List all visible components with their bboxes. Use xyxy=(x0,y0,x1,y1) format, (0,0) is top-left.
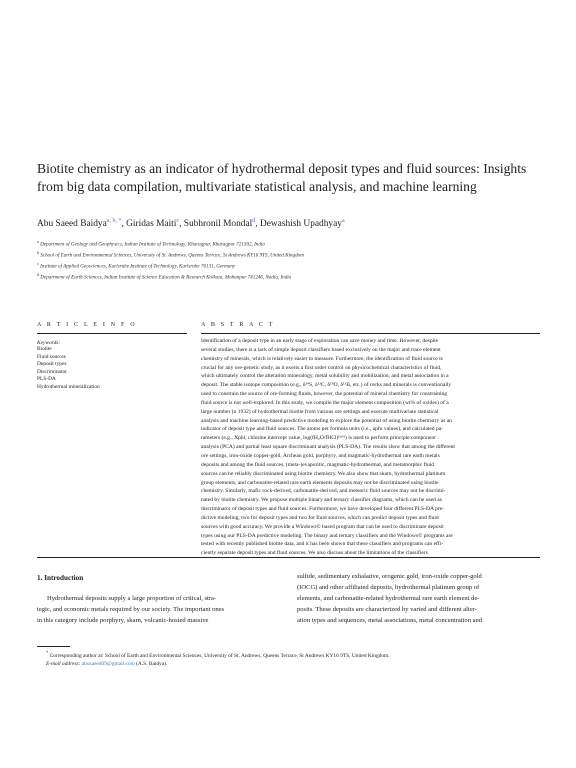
text-line: ation types and sequences, metal associations, metal concentration and xyxy=(297,617,483,625)
keyword: Discriminator xyxy=(37,368,67,375)
paper-title: Biotite chemistry as an indicator of hydrothermal deposit types and fluid sources: Insights from big data compilation, multivariate statistical analysis, and machine learning xyxy=(37,161,527,194)
section-heading: 1. Introduction xyxy=(37,574,84,582)
text-line: elements, and carbonatite-related hydrothermal rare earth element de- xyxy=(297,595,480,603)
abstract-line: chemistry of minerals, which is relatively easier to measure. Furthermore, the identification of fluid source is xyxy=(201,355,443,362)
abstract-line: ore settings, iron-oxide copper-gold, Archean gold, porphyry, and magmatic-hydrothermal rare earth metals xyxy=(201,452,440,459)
abstract-line: rameters (e.g., Xphl, chlorine intercept value, log(fH₂O/fHCl)ᶠˡᵘⁱᵈ) is used to perform principle component xyxy=(201,435,436,442)
abstract-line: Identification of a deposit type in an early stage of exploration can save money and time. However, despite xyxy=(201,338,439,344)
abstract-line: sources can be reliably discriminated using biotite chemistry. We also show that skarn, hydrothermal platinum xyxy=(201,470,446,477)
author-marks[interactable]: a xyxy=(341,218,345,224)
abstract-line: tested with recently published biotite data, and it has been shown that these classifiers and programs can effi- xyxy=(201,541,444,548)
author-name[interactable]: Subhronil Mondal xyxy=(183,219,253,230)
text-line: Hydrothermal deposits supply a large proportion of critical, stra- xyxy=(47,595,217,602)
abstract-line: discriminator of deposit types and fluid sources. Furthermore, we have developed four different PLS-DA pre- xyxy=(201,506,444,513)
author-list: Abu Saeed Baidya$^{a, b, *}$, Giridas Maiti$^c$, Subhronil Mondal$^d$, Dewashish Upadhyay$^a$ xyxy=(37,218,345,230)
author-name[interactable]: Abu Saeed Baidya xyxy=(37,219,107,230)
footnote xyxy=(46,649,546,669)
abstract-line: chemistry. Similarly, mafic rock-derived, carbonatite-derived, and meteoric fluid sources may not be discrimi- xyxy=(201,488,446,495)
affiliation-list xyxy=(37,238,557,282)
abstract-line: large number (n 1932) of hydrothermal biotite from various ore settings and execute multivariate statistical xyxy=(201,408,439,415)
affiliation: $^a$ Department of Geology and Geophysics, Indian Institute of Technology, Kharagpur, Kharagpur 721302, India xyxy=(37,239,265,248)
abstract-line: group elements, and carbonatite-related rare earth elements deposits may not be discriminated using biotite xyxy=(201,479,439,486)
footnote-rule xyxy=(37,646,70,647)
abstract-body xyxy=(201,337,540,558)
keywords-label: Keywords: xyxy=(37,340,61,346)
affiliation: $^c$ Institute of Applied Geosciences, Karlsruhe Institute of Technology, Karlsruhe 76131, Germany xyxy=(37,260,236,270)
text-line: tegic, and economic metals required by our society. The important ones xyxy=(37,606,225,614)
text-line: (IOCG) and other affiliated deposits, hydrothermal platinum group of xyxy=(297,584,480,592)
keyword: PLS-DA xyxy=(37,376,56,383)
keywords-block xyxy=(37,340,187,392)
abstract-line: several studies, there is a lack of simple deposit classifiers based exclusively on the major and trace element xyxy=(201,346,441,353)
text-line: sulfide, sedimentary exhalative, orogenic gold, iron-oxide copper-gold xyxy=(297,573,482,580)
intro-left-column xyxy=(37,593,280,626)
abstract-line: deposits and among the fluid sources, (meta-)evaporitic, magmatic-hydrothermal, and metamorphic fluid xyxy=(201,461,435,468)
abstract-line: which ultimately control the alteration mineralogy, metal solubility and mobilization, and metal association in a xyxy=(201,373,449,380)
abstract-line: sources with good accuracy. We provide a Windows© based program that can be used to discriminate deposit xyxy=(201,523,444,530)
keyword: Deposit types xyxy=(37,361,67,368)
affiliation: $^b$ School of Earth and Environmental Sciences, University of St. Andrews, Queens Terrace, St Andrews KY16 9TS, United Kingdom xyxy=(37,249,304,259)
abstract-line: fluid source is not well-explored. In this study, we compile the major element composition (wt% of oxides) of a xyxy=(201,399,449,406)
author-marks[interactable]: a, b, * xyxy=(106,218,122,224)
abstract-line: analysis (PCA) and partial least square discriminant analysis (PLS-DA). The results show that among the different xyxy=(201,444,455,451)
author-marks[interactable]: c xyxy=(176,218,180,224)
keyword-list xyxy=(37,346,187,392)
corresponding-author-note: * Corresponding author at: School of Earth and Environmental Sciences, University of St. Andrews, Queens Terrace, St Andrews KY16 9TS, United Kingdom. xyxy=(46,650,390,659)
abstract-line: used to constrain the source of ore-forming fluids, however, the potential of mineral chemistry for constraining xyxy=(201,391,448,398)
abstract-line: crucial for any ore-genetic study, as it exerts a first order control on physicochemical characteristics of fluid, xyxy=(201,364,442,371)
keyword: Hydrothermal mineralization xyxy=(37,383,100,390)
affiliation: $^d$ Department of Earth Sciences, Indian Institute of Science Education & Research Kolkata, Mohanpur 741246, Nadia, India xyxy=(37,271,292,281)
abstract-line: indicator of deposit type and fluid sources. The atoms per formula units (i.e., apfu values), and calculated pa- xyxy=(201,426,444,433)
email-link[interactable]: abusaeed09@gmail.com xyxy=(81,661,135,668)
abstract-line: nated by biotite chemistry. We propose multiple binary and ternary classifier diagrams, which can be used as xyxy=(201,497,442,504)
text-line: in this category include porphyry, skarn, volcanic-hosted massive xyxy=(37,617,209,625)
text-line: posits. These deposits are characterized by varied and different alter- xyxy=(297,606,477,614)
footnote-mark: * xyxy=(46,650,49,655)
author-name[interactable]: Dewashish Upadhyay xyxy=(259,219,342,230)
intro-right-column xyxy=(297,571,540,626)
abstract-heading: A B S T R A C T xyxy=(201,322,275,328)
abstract-line: analysis and machine learning-based predictive modeling to explore the potential of using biotite chemistry as an xyxy=(201,417,452,424)
abstract-line: deposit. The stable isotope composition (e.g., δ³⁴S, δ¹³C, δ¹⁸O, δ¹¹B, etc.) of rocks and minerals is conventionally xyxy=(201,382,452,389)
abstract-rule xyxy=(201,333,540,334)
abstract-line: dictive modeling, two for deposit types and two for fluid sources, which can predict deposit types and fluid xyxy=(201,514,439,521)
keyword: Biotite xyxy=(37,346,52,352)
author-name[interactable]: Giridas Maiti xyxy=(126,219,177,230)
abstract-bottom-rule xyxy=(37,557,540,558)
abstract-line: ciently separate deposit types and fluid sources. We also discuss about the limitations of the classifiers. xyxy=(201,550,430,557)
abstract-line: types using our PLS-DA predictive modeling. The binary and ternary classifiers and the Windows© programs are xyxy=(201,532,453,539)
author-marks[interactable]: d xyxy=(252,218,256,224)
article-info-rule xyxy=(37,333,187,334)
keyword: Fluid sources xyxy=(37,353,66,360)
email-line: E-mail address: abusaeed09@gmail.com (A.S. Baidya). xyxy=(46,661,168,668)
article-info-heading: A R T I C L E I N F O xyxy=(37,322,137,328)
